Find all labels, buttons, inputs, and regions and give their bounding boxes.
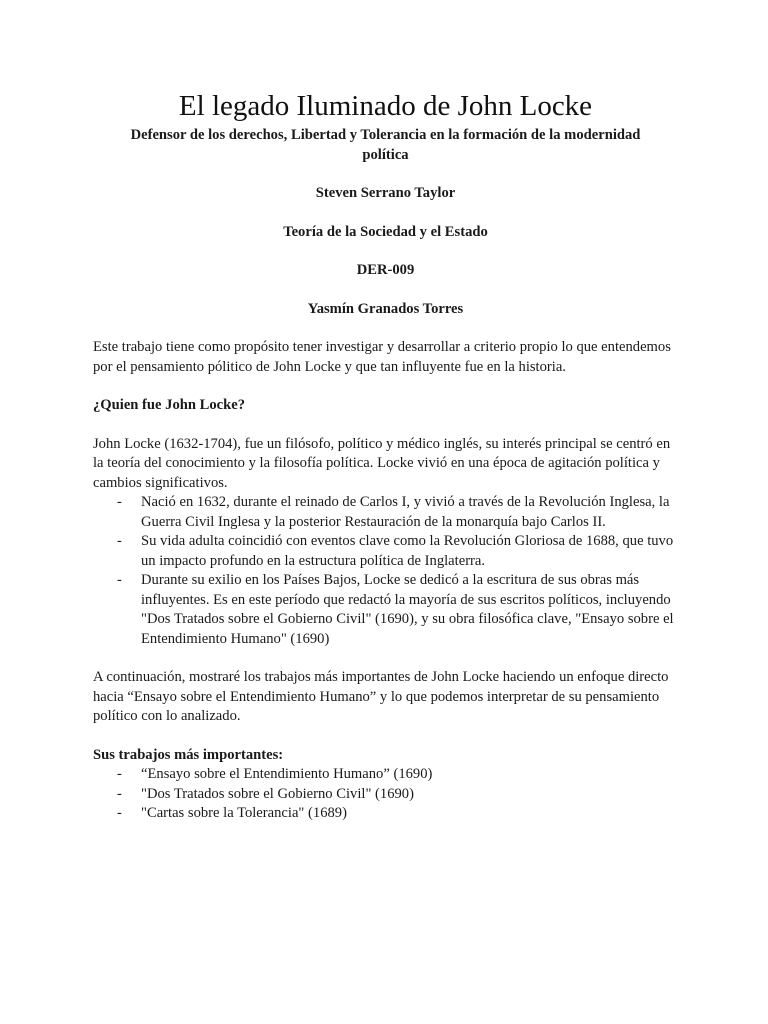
intro-paragraph: Este trabajo tiene como propósito tener investigar y desarrollar a criterio propio lo que entendemos por el pensamiento pólitico de John Locke y que tan influyente fue en la historia. [93, 339, 671, 375]
bio-list [93, 493, 678, 649]
dash-bullet: - [117, 805, 122, 821]
dash-bullet: - [117, 572, 122, 588]
list-item [93, 532, 678, 571]
document-subtitle: Defensor de los derechos, Libertad y Tolerancia en la formación de la modernidad política [130, 127, 641, 163]
section-heading-who: ¿Quien fue John Locke? [93, 397, 246, 413]
list-item [93, 785, 678, 805]
course-code: DER-009 [356, 262, 415, 278]
dash-bullet: - [117, 785, 122, 802]
dash-bullet: - [117, 533, 122, 549]
list-item-text: Su vida adulta coincidió con eventos clave como la Revolución Gloriosa de 1688, que tuvo un impacto profundo en la estructura política de Inglaterra. [141, 533, 674, 569]
list-item [93, 804, 678, 824]
list-item-text: “Ensayo sobre el Entendimiento Humano” (1690) [141, 766, 433, 782]
list-item [93, 765, 678, 785]
dash-bullet: - [117, 766, 122, 782]
teacher-name: Yasmín Granados Torres [307, 300, 464, 317]
who-paragraph: John Locke (1632-1704), fue un filósofo, político y médico inglés, su interés principal se centró en la teoría del conocimiento y la filosofía política. Locke vivió en una época de agitación política y cambios significativos. [93, 435, 671, 491]
document-title: El legado Iluminado de John Locke [178, 90, 593, 122]
list-item-text: Durante su exilio en los Países Bajos, Locke se dedicó a la escritura de sus obras más influyentes. Es en este período que redactó la mayoría de sus escritos políticos, incluyendo "Dos Tratados sobre el Gobierno Civil" (1690), y su obra filosófica clave, "Ensayo sobre el Entendimiento Humano" (1690) [141, 572, 674, 647]
works-list [93, 765, 678, 824]
list-item-text: "Cartas sobre la Tolerancia" (1689) [141, 805, 347, 821]
author-name: Steven Serrano Taylor [315, 185, 456, 201]
course-name: Teoría de la Sociedad y el Estado [283, 223, 488, 240]
list-item [93, 493, 678, 532]
section-heading-works: Sus trabajos más importantes: [93, 746, 284, 763]
dash-bullet: - [117, 494, 122, 510]
list-item-text: "Dos Tratados sobre el Gobierno Civil" (1690) [141, 785, 414, 802]
list-item-text: Nació en 1632, durante el reinado de Carlos I, y vivió a través de la Revolución Inglesa, la Guerra Civil Inglesa y la posterior Restauración de la monarquía bajo Carlos II. [141, 494, 670, 530]
continuation-paragraph: A continuación, mostraré los trabajos más importantes de John Locke haciendo un enfoque directo hacia “Ensayo sobre el Entendimiento Humano” y lo que podemos interpretar de su pensamiento político con lo analizado. [93, 669, 669, 724]
list-item [93, 571, 678, 649]
